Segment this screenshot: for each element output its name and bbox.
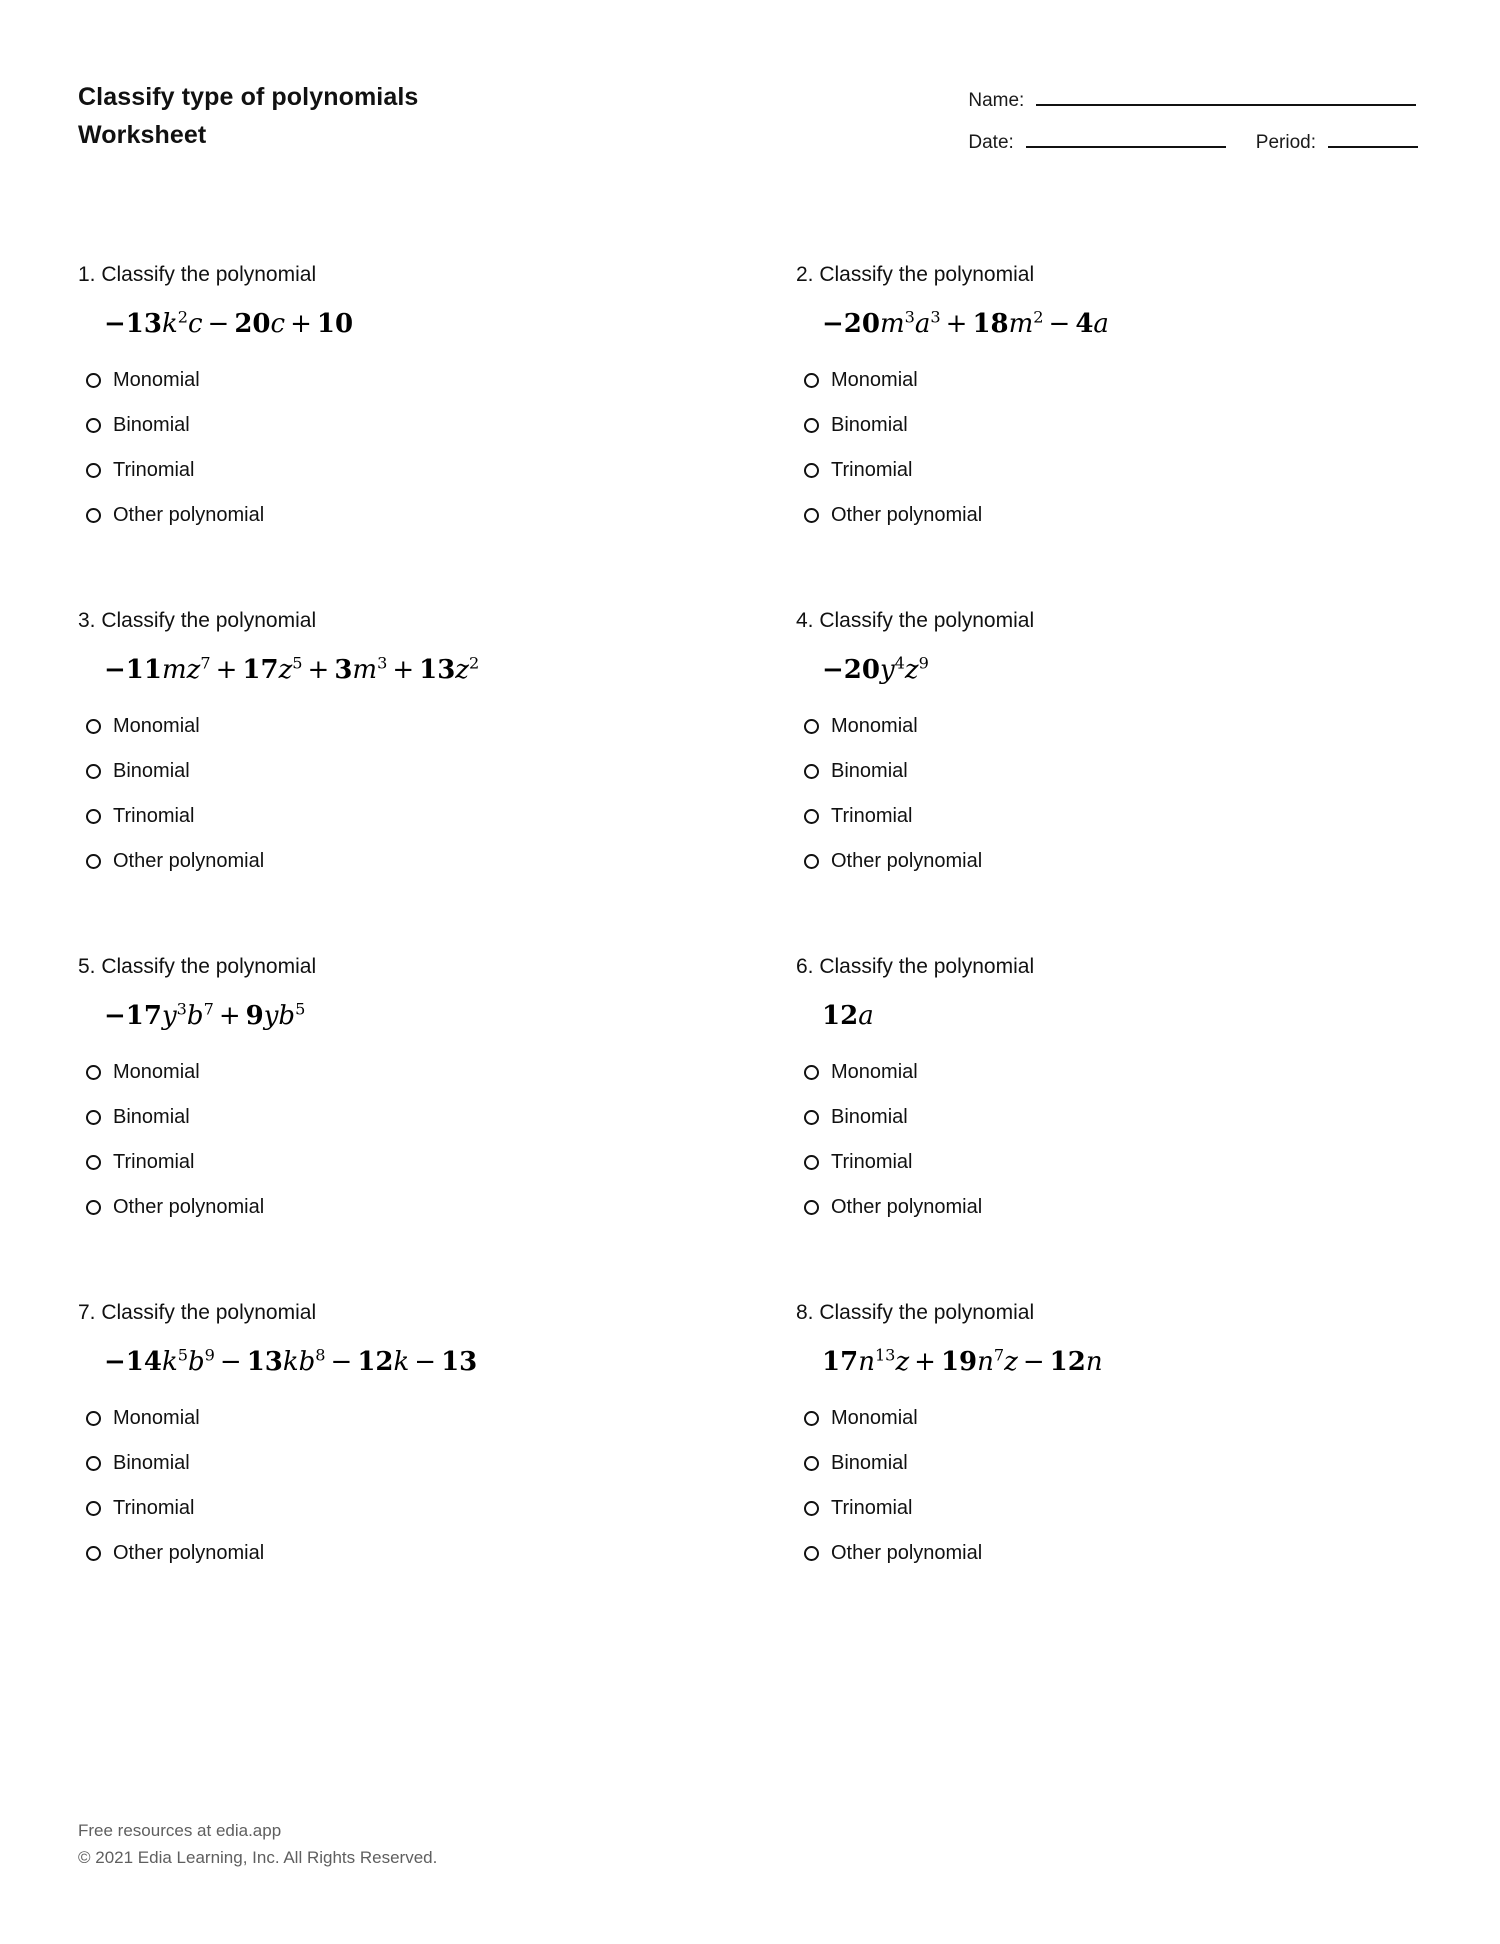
option-label: Other polynomial	[831, 1542, 983, 1565]
option-label: Binomial	[831, 760, 908, 783]
option-label: Other polynomial	[113, 850, 265, 873]
question-prompt: 4. Classify the polynomial	[796, 609, 1035, 632]
option-other[interactable]	[78, 502, 778, 528]
radio-circle-icon[interactable]	[86, 764, 101, 779]
question-prompt: 6. Classify the polynomial	[796, 955, 1035, 978]
radio-circle-icon[interactable]	[804, 719, 819, 734]
period-label: Period:	[1255, 132, 1316, 153]
option-other[interactable]	[78, 848, 778, 874]
option-label: Binomial	[113, 1106, 190, 1129]
option-label: Monomial	[831, 369, 918, 392]
radio-circle-icon[interactable]	[804, 1456, 819, 1471]
option-monomial[interactable]	[78, 367, 778, 393]
option-monomial[interactable]	[78, 713, 778, 739]
option-label: Binomial	[113, 414, 190, 437]
radio-circle-icon[interactable]	[804, 373, 819, 388]
radio-circle-icon[interactable]	[804, 1110, 819, 1125]
radio-circle-icon[interactable]	[804, 508, 819, 523]
option-binomial[interactable]	[796, 1450, 1478, 1476]
period-input-line[interactable]	[1328, 146, 1418, 148]
page-title	[78, 78, 418, 154]
radio-circle-icon[interactable]	[86, 1546, 101, 1561]
question-expression: $-17y^3b^7 + 9yb^5$	[104, 999, 306, 1032]
option-trinomial[interactable]	[78, 803, 778, 829]
option-other[interactable]	[78, 1194, 778, 1220]
option-label: Monomial	[831, 715, 918, 738]
option-label: Monomial	[113, 715, 200, 738]
option-monomial[interactable]	[796, 713, 1478, 739]
radio-circle-icon[interactable]	[86, 508, 101, 523]
question-2	[778, 262, 1478, 608]
page-title-line-1: Classify type of polynomials	[78, 83, 419, 111]
question-expression: $-20y^4z^9$	[822, 653, 929, 686]
page-title-line-2: Worksheet	[78, 121, 207, 149]
radio-circle-icon[interactable]	[804, 809, 819, 824]
option-trinomial[interactable]	[796, 457, 1478, 483]
radio-circle-icon[interactable]	[86, 1456, 101, 1471]
option-label: Binomial	[831, 1452, 908, 1475]
option-label: Trinomial	[113, 1151, 195, 1174]
option-trinomial[interactable]	[78, 1495, 778, 1521]
option-label: Binomial	[831, 1106, 908, 1129]
option-label: Monomial	[831, 1061, 918, 1084]
option-label: Trinomial	[831, 1151, 913, 1174]
option-binomial[interactable]	[78, 412, 778, 438]
radio-circle-icon[interactable]	[804, 764, 819, 779]
option-other[interactable]	[796, 502, 1478, 528]
radio-circle-icon[interactable]	[86, 854, 101, 869]
option-label: Trinomial	[113, 459, 195, 482]
question-prompt: 7. Classify the polynomial	[78, 1301, 317, 1324]
radio-circle-icon[interactable]	[86, 1200, 101, 1215]
option-trinomial[interactable]	[78, 457, 778, 483]
question-expression: $17n^{13}z + 19n^7z - 12n$	[822, 1345, 1103, 1378]
radio-circle-icon[interactable]	[804, 1200, 819, 1215]
option-label: Other polynomial	[113, 1542, 265, 1565]
radio-circle-icon[interactable]	[804, 1065, 819, 1080]
radio-circle-icon[interactable]	[86, 1155, 101, 1170]
option-binomial[interactable]	[78, 1450, 778, 1476]
option-binomial[interactable]	[796, 758, 1478, 784]
option-trinomial[interactable]	[78, 1149, 778, 1175]
name-input-line[interactable]	[1036, 104, 1416, 106]
option-binomial[interactable]	[796, 412, 1478, 438]
question-4	[778, 608, 1478, 954]
answer-options	[78, 1059, 778, 1220]
radio-circle-icon[interactable]	[804, 418, 819, 433]
answer-options	[796, 1405, 1478, 1566]
option-trinomial[interactable]	[796, 1149, 1478, 1175]
question-prompt: 3. Classify the polynomial	[78, 609, 317, 632]
answer-options	[78, 713, 778, 874]
option-trinomial[interactable]	[796, 1495, 1478, 1521]
answer-options	[796, 713, 1478, 874]
question-prompt: 1. Classify the polynomial	[78, 263, 317, 286]
answer-options	[796, 367, 1478, 528]
date-input-line[interactable]	[1026, 146, 1226, 148]
option-other[interactable]	[78, 1540, 778, 1566]
option-label: Trinomial	[113, 805, 195, 828]
option-monomial[interactable]	[796, 1405, 1478, 1431]
footer-copyright-text: © 2021 Edia Learning, Inc. All Rights Reserved.	[78, 1848, 438, 1868]
question-7	[78, 1300, 778, 1646]
option-label: Monomial	[113, 1061, 200, 1084]
question-1	[78, 262, 778, 608]
question-expression: $-20m^3a^3 + 18m^2 - 4a$	[822, 307, 1109, 340]
option-label: Other polynomial	[831, 504, 983, 527]
option-label: Binomial	[113, 760, 190, 783]
option-monomial[interactable]	[796, 1059, 1478, 1085]
option-trinomial[interactable]	[796, 803, 1478, 829]
option-label: Monomial	[113, 369, 200, 392]
footer	[78, 1818, 437, 1872]
footer-resources-text: Free resources at edia.app	[78, 1821, 282, 1841]
option-other[interactable]	[796, 1194, 1478, 1220]
question-expression: $-14k^5b^9 - 13kb^8 - 12k - 13$	[104, 1345, 478, 1378]
option-label: Other polynomial	[831, 1196, 983, 1219]
date-period-row	[968, 133, 1418, 152]
option-label: Trinomial	[831, 1497, 913, 1520]
option-binomial[interactable]	[78, 1104, 778, 1130]
question-expression: 12a	[822, 1001, 874, 1032]
option-label: Other polynomial	[113, 1196, 265, 1219]
question-expression: $-13k^2c - 20c + 10$	[104, 307, 354, 340]
radio-circle-icon[interactable]	[86, 1065, 101, 1080]
radio-circle-icon[interactable]	[804, 463, 819, 478]
radio-circle-icon[interactable]	[86, 719, 101, 734]
radio-circle-icon[interactable]	[86, 1501, 101, 1516]
question-expression: $-11mz^7 + 17z^5 + 3m^3 + 13z^2$	[104, 653, 480, 686]
question-prompt: 8. Classify the polynomial	[796, 1301, 1035, 1324]
radio-circle-icon[interactable]	[86, 1411, 101, 1426]
name-label: Name:	[968, 90, 1025, 111]
option-label: Monomial	[831, 1407, 918, 1430]
radio-circle-icon[interactable]	[86, 463, 101, 478]
date-label: Date:	[968, 132, 1014, 153]
option-other[interactable]	[796, 848, 1478, 874]
option-binomial[interactable]	[78, 758, 778, 784]
radio-circle-icon[interactable]	[804, 1546, 819, 1561]
answer-options	[796, 1059, 1478, 1220]
question-8	[778, 1300, 1478, 1646]
question-6	[778, 954, 1478, 1300]
question-5	[78, 954, 778, 1300]
option-label: Other polynomial	[113, 504, 265, 527]
option-binomial[interactable]	[796, 1104, 1478, 1130]
radio-circle-icon[interactable]	[86, 809, 101, 824]
option-label: Trinomial	[831, 459, 913, 482]
question-3	[78, 608, 778, 954]
answer-options	[78, 367, 778, 528]
option-label: Other polynomial	[831, 850, 983, 873]
name-row	[968, 91, 1418, 110]
option-label: Binomial	[831, 414, 908, 437]
radio-circle-icon[interactable]	[86, 373, 101, 388]
radio-circle-icon[interactable]	[804, 1411, 819, 1426]
radio-circle-icon[interactable]	[804, 1501, 819, 1516]
option-label: Monomial	[113, 1407, 200, 1430]
option-monomial[interactable]	[796, 367, 1478, 393]
option-label: Binomial	[113, 1452, 190, 1475]
option-monomial[interactable]	[78, 1405, 778, 1431]
student-info-block	[968, 91, 1418, 152]
question-prompt: 2. Classify the polynomial	[796, 263, 1035, 286]
radio-circle-icon[interactable]	[86, 418, 101, 433]
radio-circle-icon[interactable]	[804, 854, 819, 869]
radio-circle-icon[interactable]	[804, 1155, 819, 1170]
option-other[interactable]	[796, 1540, 1478, 1566]
worksheet-header	[78, 0, 1422, 154]
radio-circle-icon[interactable]	[86, 1110, 101, 1125]
answer-options	[78, 1405, 778, 1566]
question-prompt: 5. Classify the polynomial	[78, 955, 317, 978]
option-label: Trinomial	[113, 1497, 195, 1520]
questions-grid	[78, 262, 1422, 1646]
option-monomial[interactable]	[78, 1059, 778, 1085]
option-label: Trinomial	[831, 805, 913, 828]
